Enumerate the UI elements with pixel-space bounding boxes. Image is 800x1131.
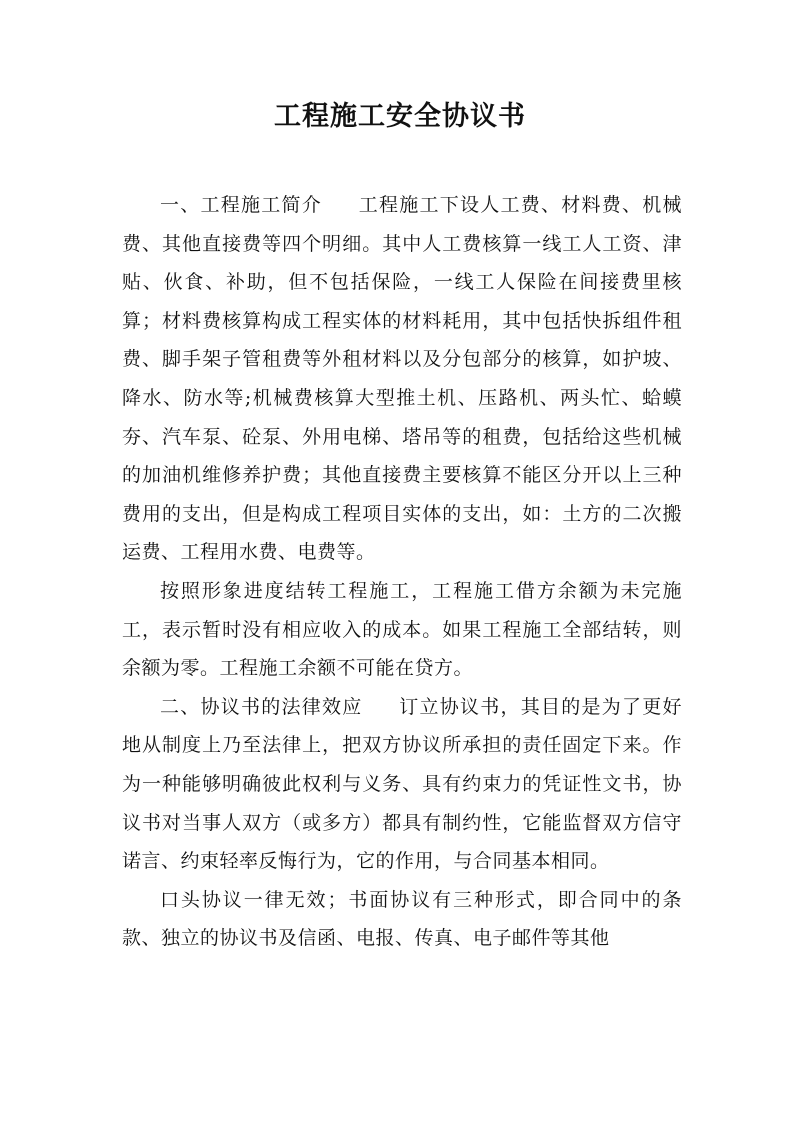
paragraph-legal-effect xyxy=(122,688,682,881)
paragraph-project-intro xyxy=(122,186,682,572)
paragraph-text: 按照形象进度结转工程施工，工程施工借方余额为未完施工，表示暂时没有相应收入的成本。如果工程施工全部结转，则余额为零。工程施工余额不可能在贷方。 xyxy=(122,579,682,680)
document-title: 工程施工安全协议书 xyxy=(274,101,526,132)
section-heading-project-intro: 一、工程施工简介 xyxy=(160,194,322,216)
paragraph-text: 订立协议书，其目的是为了更好地从制度上乃至法律上，把双方协议所承担的责任固定下来。作为一种能够明确彼此权利与义务、具有约束力的凭证性文书，协议书对当事人双方（或多方）都具有制约性，它能监督双方信守诺言、约束轻率反悔行为，它的作用，与合同基本相同。 xyxy=(122,695,682,873)
document-body xyxy=(122,186,682,958)
paragraph-text: 口头协议一律无效；书面协议有三种形式，即合同中的条款、独立的协议书及信函、电报、传真、电子邮件等其他 xyxy=(122,888,682,950)
paragraph-progress-settlement xyxy=(122,572,682,688)
section-heading-legal-effect: 二、协议书的法律效应 xyxy=(160,695,363,718)
paragraph-text: 工程施工下设人工费、材料费、机械费、其他直接费等四个明细。其中人工费核算一线工人工资、津贴、伙食、补助，但不包括保险，一线工人保险在间接费里核算；材料费核算构成工程实体的材料耗用，其中包括快拆组件租费、脚手架子管租费等外租材料以及分包部分的核算，如护坡、降水、防水等;机械费核算大型推土机、压路机、两头忙、蛤蟆夯、汽车泵、砼泵、外用电梯、塔吊等的租费，包括给这些机械的加油机维修养护费；其他直接费主要核算不能区分开以上三种费用的支出，但是构成工程项目实体的支出，如：土方的二次搬运费、工程用水费、电费等。 xyxy=(122,194,682,564)
paragraph-agreement-forms xyxy=(122,881,682,958)
